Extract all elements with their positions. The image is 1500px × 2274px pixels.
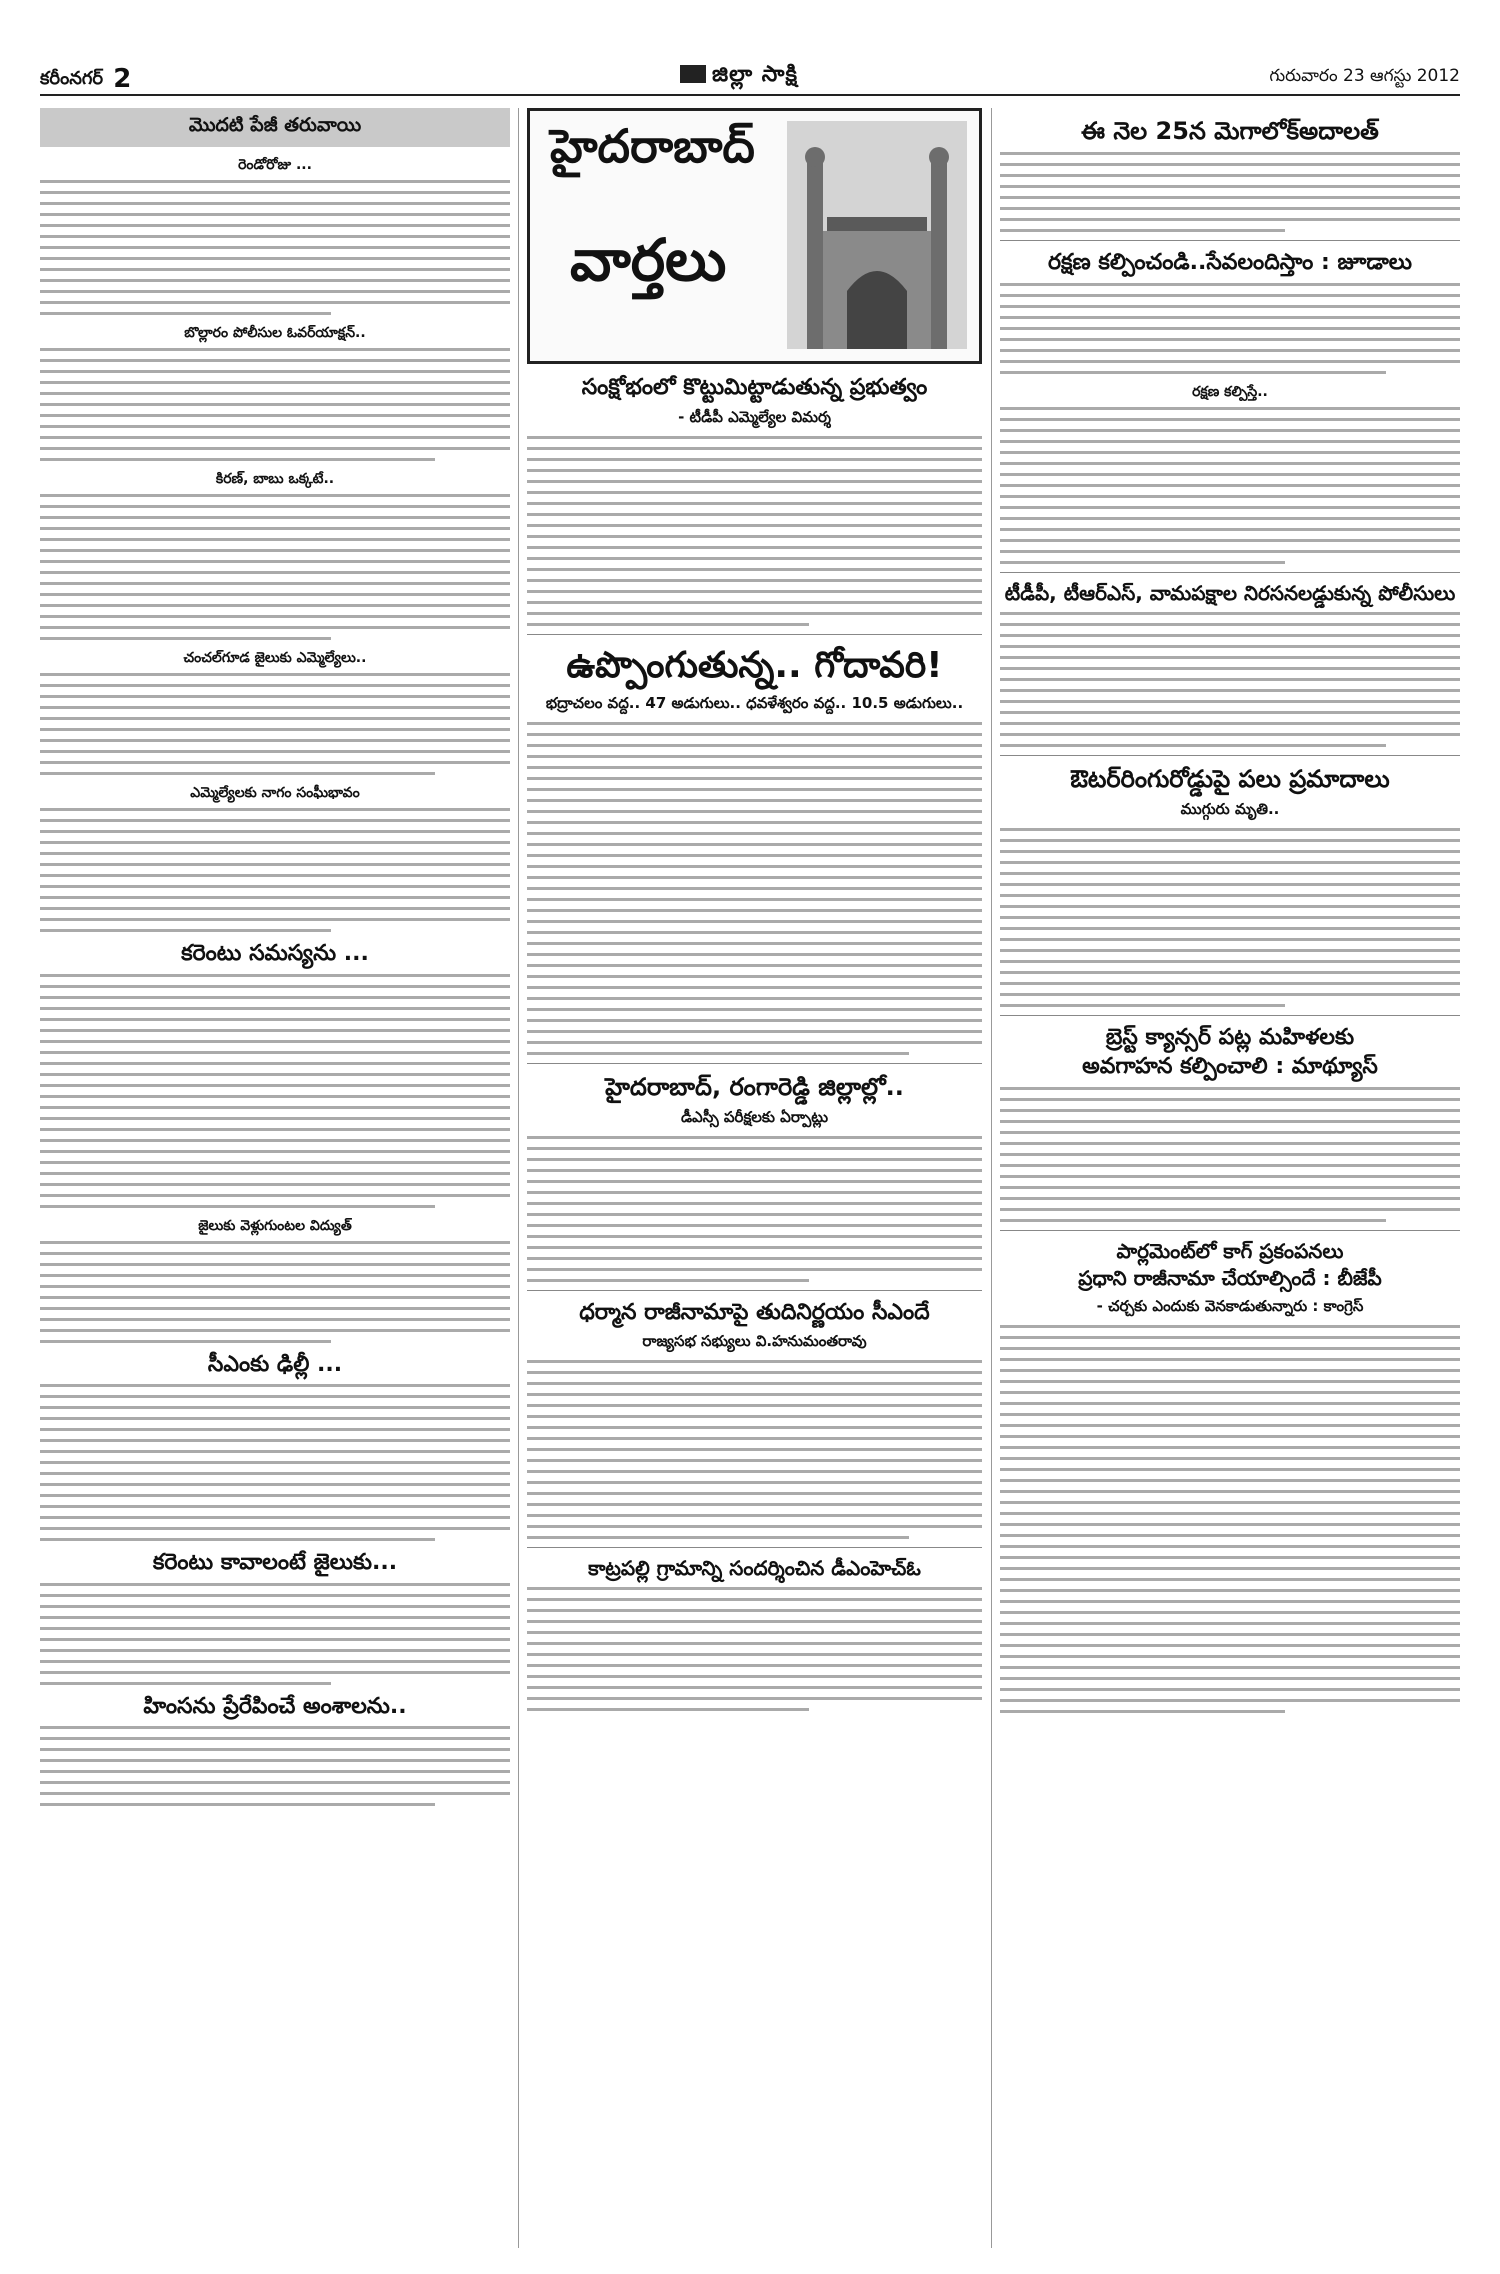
article-headline-line2: అవగాహన కల్పించాలి : మాథ్యూస్: [1082, 1054, 1378, 1079]
article-body: [1000, 612, 1460, 747]
article-subheading: కిరణ్, బాబు ఒక్కటే..: [215, 471, 335, 487]
paper-name: జిల్లా సాక్షి: [712, 62, 798, 87]
divider: [1000, 1015, 1460, 1016]
article-headline: టీడీపీ, టీఆర్‌ఎస్, వామపక్షాల నిరసనలడ్డుకున్న పోలీసులు: [1004, 580, 1456, 605]
section-title: మొదటి పేజీ తరువాయి: [40, 108, 510, 147]
article-body: [40, 494, 510, 640]
divider: [527, 634, 982, 635]
banner-title-line2: వార్తలు: [570, 226, 727, 294]
article-body: [1000, 1325, 1460, 1713]
article-body: [527, 436, 982, 626]
logo-mark-icon: [680, 65, 706, 83]
article-body: [40, 1384, 510, 1541]
article-body: [1000, 407, 1460, 564]
masthead-rule: [40, 94, 1460, 96]
banner-title-line1: హైదరాబాద్: [550, 119, 755, 173]
divider: [527, 1290, 982, 1291]
article-body: [1000, 152, 1460, 232]
article-body: [40, 673, 510, 775]
article-heading: రెండోరోజు ...: [238, 157, 312, 173]
page-number: 2: [113, 64, 132, 94]
left-column: [40, 108, 510, 2258]
edition-label: [40, 64, 131, 94]
divider: [1000, 1230, 1460, 1231]
paper-logo: [680, 62, 798, 92]
article-body: [40, 348, 510, 461]
article-deck: భద్రాచలం వద్ద.. 47 అడుగులు.. ధవళేశ్వరం వద్ద.. 10.5 అడుగులు..: [545, 693, 964, 712]
article-byline: - చర్చకు ఎందుకు వెనకాడుతున్నారు : కాంగ్రెస్: [1096, 1296, 1364, 1315]
article-subheading: చంచల్‌గూడ జైలుకు ఎమ్మెల్యేలు..: [183, 650, 367, 666]
article-headline: ఉప్పొంగుతున్న.. గోదావరి!: [566, 644, 943, 686]
article-byline: - టీడీపీ ఎమ్మెల్యేల విమర్శ: [678, 407, 831, 426]
article-body: [40, 1726, 510, 1806]
article-headline: ఔటర్‌రింగురోడ్డుపై పలు ప్రమాదాలు: [1070, 764, 1390, 793]
article-subheading: రాజ్యసభ సభ్యులు వి.హనుమంతరావు: [642, 1332, 867, 1350]
article-body: [40, 180, 510, 315]
divider: [1000, 755, 1460, 756]
article-subheading: ముగ్గురు మృతి..: [1180, 799, 1280, 818]
issue-date: గురువారం 23 ఆగస్టు 2012: [1269, 66, 1460, 86]
article-body: [527, 722, 982, 1055]
article-subheading: బొల్లారం పోలీసుల ఓవర్‌యాక్షన్..: [184, 325, 366, 341]
masthead: [40, 60, 1460, 94]
article-body: [527, 1136, 982, 1282]
article-headline: కరెంటు సమస్యను ...: [181, 941, 369, 966]
article-headline: ఈ నెల 25న మెగాలోక్‌అదాలత్: [1081, 117, 1379, 145]
article-body: [40, 1583, 510, 1685]
article-headline: సంక్షోభంలో కొట్టుమిట్టాడుతున్న ప్రభుత్వం: [581, 375, 928, 400]
divider: [527, 1063, 982, 1064]
divider: [1000, 240, 1460, 241]
article-body: [1000, 283, 1460, 374]
edition-name: కరీంనగర్: [40, 68, 103, 89]
article-headline: కాట్రపల్లి గ్రామాన్ని సందర్శించిన డీఎంహెచ్‌ఓ: [588, 1556, 921, 1580]
article-subheading: జైలుకు వెళ్లుగుంటల విద్యుత్: [198, 1217, 352, 1234]
column-divider: [991, 108, 992, 2248]
article-body: [527, 1587, 982, 1711]
article-subheading: రక్షణ కల్పిస్తే..: [1192, 383, 1268, 400]
divider: [527, 1547, 982, 1548]
divider: [1000, 572, 1460, 573]
article-headline: రక్షణ కల్పించండి..సేవలందిస్తాం : జూడాలు: [1047, 250, 1413, 275]
article-body: [40, 1241, 510, 1343]
article-headline: ధర్మాన రాజీనామాపై తుదినిర్ణయం సీఎందే: [579, 1299, 930, 1325]
middle-column: [527, 108, 982, 2258]
article-headline: పార్లమెంట్‌లో కాగ్ ప్రకంపనలు: [1116, 1238, 1344, 1263]
article-headline: బ్రెస్ట్ క్యాన్సర్ పట్ల మహిళలకు: [1105, 1024, 1355, 1050]
article-body: [527, 1360, 982, 1539]
article-body: [1000, 828, 1460, 1007]
article-body: [1000, 1087, 1460, 1222]
charminar-image: [787, 121, 967, 349]
article-body: [40, 808, 510, 932]
article-headline: హైదరాబాద్, రంగారెడ్డి జిల్లాల్లో..: [605, 1072, 904, 1101]
article-headline: సీఎంకు ఢిల్లీ ...: [207, 1351, 343, 1377]
article-headline: హింసను ప్రేరేపించే అంశాలను..: [143, 1693, 407, 1719]
article-headline: కరెంటు కావాలంటే జైలుకు...: [152, 1550, 398, 1575]
article-body: [40, 974, 510, 1208]
right-column: [1000, 108, 1460, 2258]
article-subheading: ఎమ్మెల్యేలకు నాగం సంఘీభావం: [190, 785, 360, 801]
hyderabad-news-banner: [527, 108, 982, 364]
article-headline-line2: ప్రధాని రాజీనామా చేయాల్సిందే : బీజేపీ: [1078, 1265, 1382, 1290]
column-divider: [518, 108, 519, 2248]
article-subheading: డీఎస్సీ పరీక్షలకు ఏర్పాట్లు: [680, 1107, 829, 1126]
